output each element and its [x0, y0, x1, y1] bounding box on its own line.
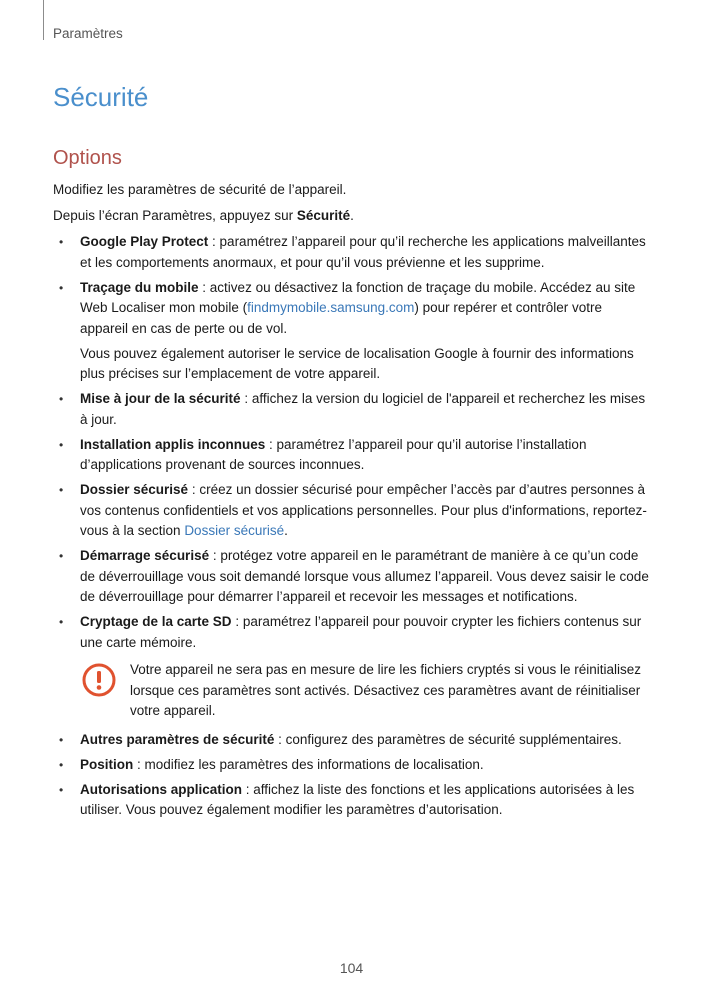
bullet-icon: •	[59, 235, 64, 249]
item-term: Autres paramètres de sécurité	[80, 731, 275, 747]
notice-text: Votre appareil ne sera pas en mesure de lire les fichiers cryptés si vous le réinitialisez lorsque ces paramètres sont activés. Désactivez ces paramètres avant de réinitialiser votre appareil.	[130, 662, 641, 718]
item-description: : paramétrez l’appareil pour qu’il recherche les applications malveillantes et les comportements anormaux, et pour qu’il vous prévienne et les supprime.	[80, 234, 646, 270]
bullet-icon: •	[59, 782, 64, 797]
header-section-label: Paramètres	[53, 26, 123, 41]
bullet-icon: •	[59, 437, 64, 452]
item-description: : modifiez les paramètres des informations de localisation.	[133, 756, 484, 772]
item-description: : configurez des paramètres de sécurité supplémentaires.	[274, 731, 622, 747]
list-item-sd-encryption	[53, 612, 653, 653]
header-divider	[43, 0, 44, 40]
item-term: Autorisations application	[80, 781, 243, 797]
item-description: : paramétrez l’appareil pour pouvoir crypter les fichiers contenus sur une carte mémoire.	[80, 614, 642, 650]
bullet-icon: •	[59, 757, 64, 772]
list-item-google-play-protect	[53, 232, 653, 273]
tracking-extra-paragraph: Vous pouvez également autoriser le service de localisation Google à fournir des informations plus précises sur l’emplacement de votre appareil.	[80, 345, 634, 381]
caution-notice	[53, 660, 653, 722]
item-term: Installation applis inconnues	[80, 436, 266, 452]
list-item-position	[53, 755, 653, 776]
options-list	[53, 232, 653, 825]
intro-bold-term: Sécurité	[296, 208, 351, 223]
bullet-icon: •	[59, 483, 64, 497]
item-term: Google Play Protect	[80, 234, 209, 249]
secure-folder-link[interactable]: Dossier sécurisé	[184, 523, 285, 538]
page-title: Sécurité	[53, 82, 149, 112]
page-number: 104	[339, 960, 364, 976]
bullet-icon: •	[59, 732, 64, 747]
item-term: Traçage du mobile	[80, 279, 199, 295]
intro-line-2: Depuis l’écran Paramètres, appuyez sur Sécurité.	[53, 208, 354, 223]
list-item-tracking: • Traçage du mobile : activez ou désactivez la fonction de traçage du mobile. Accédez au site Web Localiser mon mobile (findmymobile.samsung.com) pour repérer et contrôler votre appareil en cas de perte ou de vol.	[59, 279, 636, 336]
findmymobile-link[interactable]: findmymobile.samsung.com	[247, 300, 415, 315]
item-term: Mise à jour de la sécurité	[80, 391, 241, 406]
item-term: Position	[80, 756, 134, 772]
warning-icon	[82, 663, 116, 697]
bullet-icon: •	[59, 392, 64, 406]
item-description: : protégez votre appareil en le paramétrant de manière à ce qu’un code de déverrouillage vous soit demandé lorsque vous allumez l’appareil. Vous devez saisir le code de déverrouillage pour démarrer l’appareil et recevoir les messages et notifications.	[80, 548, 649, 604]
item-description: : affichez la liste des fonctions et les applications autorisées à les utiliser. Vous pouvez également modifier les paramètres d’autorisation.	[80, 781, 635, 817]
list-item-security-update	[53, 389, 653, 430]
list-item-app-permissions	[53, 780, 653, 821]
intro-line-1: Modifiez les paramètres de sécurité de l’appareil.	[53, 182, 347, 197]
list-item-unknown-apps	[53, 435, 653, 476]
item-term: Dossier sécurisé	[80, 482, 189, 497]
list-item-other-security	[53, 730, 653, 751]
bullet-icon: •	[59, 549, 64, 563]
bullet-icon: •	[59, 280, 64, 295]
bullet-icon: •	[59, 615, 64, 629]
item-description: : affichez la version du logiciel de l'appareil et recherchez les mises à jour.	[80, 391, 646, 427]
item-term: Démarrage sécurisé	[80, 548, 210, 563]
list-item-secure-startup	[53, 546, 653, 608]
item-term: Cryptage de la carte SD	[80, 614, 232, 629]
section-title: Options	[53, 147, 122, 169]
list-item-secure-folder: • Dossier sécurisé : créez un dossier sécurisé pour empêcher l’accès par d’autres personnes à vos contenus confidentiels et vos applications personnelles. Pour plus d'informations, reportez-vous à la section Dossier sécurisé.	[59, 482, 647, 538]
item-description: : paramétrez l’appareil pour qu’il autorise l’installation d’applications provenant de sources inconnues.	[80, 436, 587, 472]
